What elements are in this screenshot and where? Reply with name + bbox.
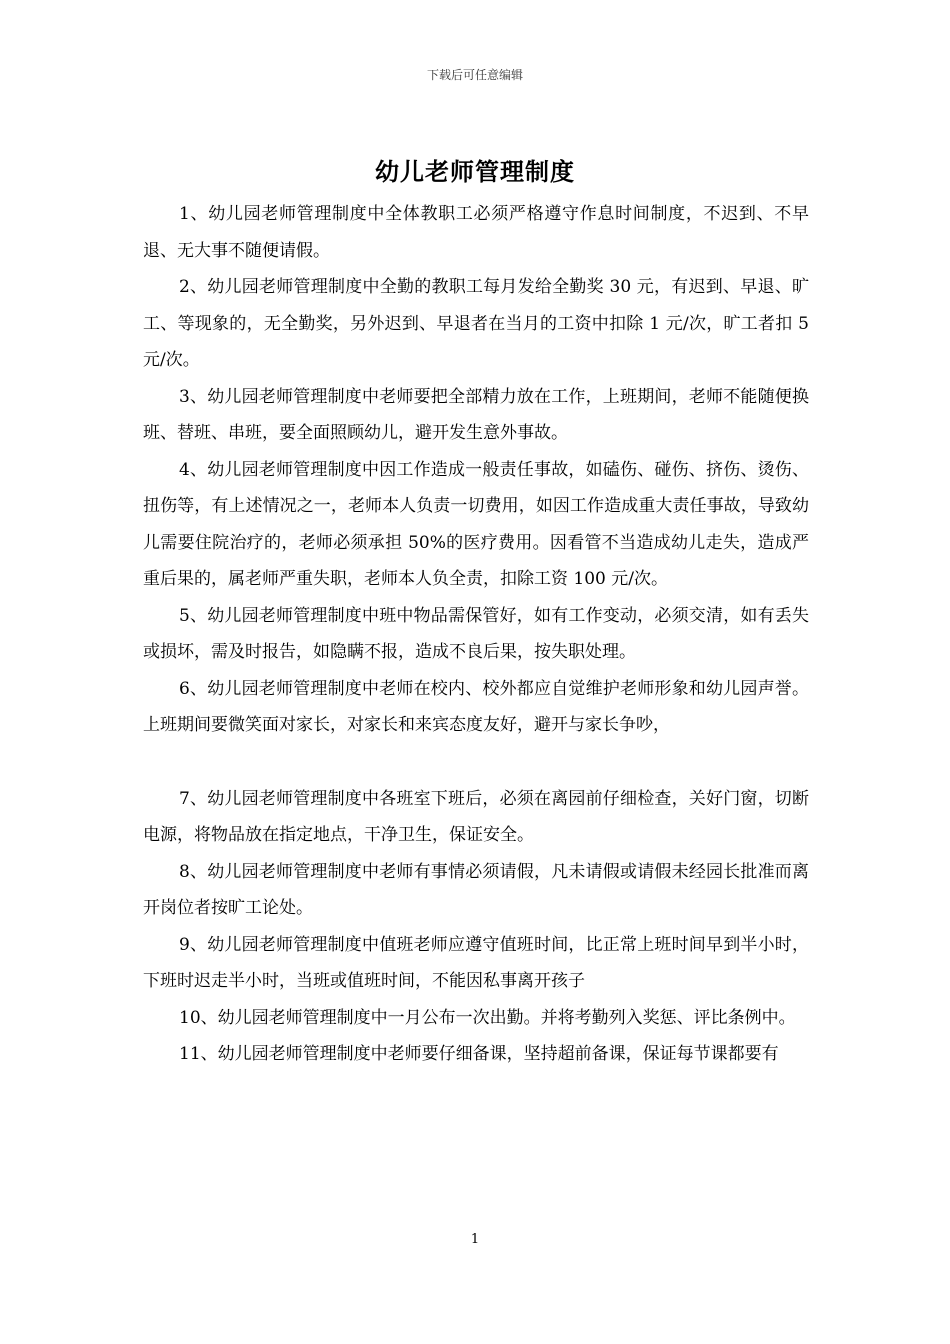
paragraph-10: 10、幼儿园老师管理制度中一月公布一次出勤。并将考勤列入奖惩、评比条例中。 xyxy=(179,1007,796,1028)
paragraph-7: 7、幼儿园老师管理制度中各班室下班后，必须在离园前仔细检查，关好门窗，切断电源，将物品放在指定地点，干净卫生，保证安全。 xyxy=(143,788,809,845)
paragraph-9: 9、幼儿园老师管理制度中值班老师应遵守值班时间，比正常上班时间早到半小时，下班时迟走半小时，当班或值班时间，不能因私事离开孩子 xyxy=(143,934,809,991)
paragraph-6: 6、幼儿园老师管理制度中老师在校内、校外都应自觉维护老师形象和幼儿园声誉。上班期间要微笑面对家长，对家长和来宾态度友好，避开与家长争吵， xyxy=(143,678,809,735)
paragraph-5: 5、幼儿园老师管理制度中班中物品需保管好，如有工作变动，必须交清，如有丢失或损坏，需及时报告，如隐瞒不报，造成不良后果，按失职处理。 xyxy=(143,605,809,662)
paragraph-8: 8、幼儿园老师管理制度中老师有事情必须请假，凡未请假或请假未经园长批准而离开岗位者按旷工论处。 xyxy=(143,861,809,918)
paragraph-11: 11、幼儿园老师管理制度中老师要仔细备课，坚持超前备课，保证每节课都要有 xyxy=(179,1044,779,1064)
paragraph-4: 4、幼儿园老师管理制度中因工作造成一般责任事故，如磕伤、碰伤、挤伤、烫伤、扭伤等，有上述情况之一，老师本人负责一切费用，如因工作造成重大责任事故，导致幼儿需要住院治疗的，老师必须承担 50%的医疗费用。因看管不当造成幼儿走失，造成严重后果的，属老师严重失职，老师本人负全责，扣除工资 100 元/次。 xyxy=(143,459,809,589)
paragraph-2: 2、幼儿园老师管理制度中全勤的教职工每月发给全勤奖 30 元，有迟到、早退、旷工、等现象的，无全勤奖，另外迟到、早退者在当月的工资中扣除 1 元/次，旷工者扣 5 元/次。 xyxy=(143,277,809,370)
document-body xyxy=(143,196,809,1073)
document-title: 幼儿老师管理制度 xyxy=(375,157,575,186)
paragraph-gap xyxy=(143,744,809,781)
header-note: 下载后可任意编辑 xyxy=(426,68,523,82)
paragraph-3: 3、幼儿园老师管理制度中老师要把全部精力放在工作，上班期间，老师不能随便换班、替班、串班，要全面照顾幼儿，避开发生意外事故。 xyxy=(143,386,809,443)
paragraph-1: 1、幼儿园老师管理制度中全体教职工必须严格遵守作息时间制度，不迟到、不早退、无大事不随便请假。 xyxy=(143,204,809,261)
page-number: 1 xyxy=(470,1232,480,1247)
